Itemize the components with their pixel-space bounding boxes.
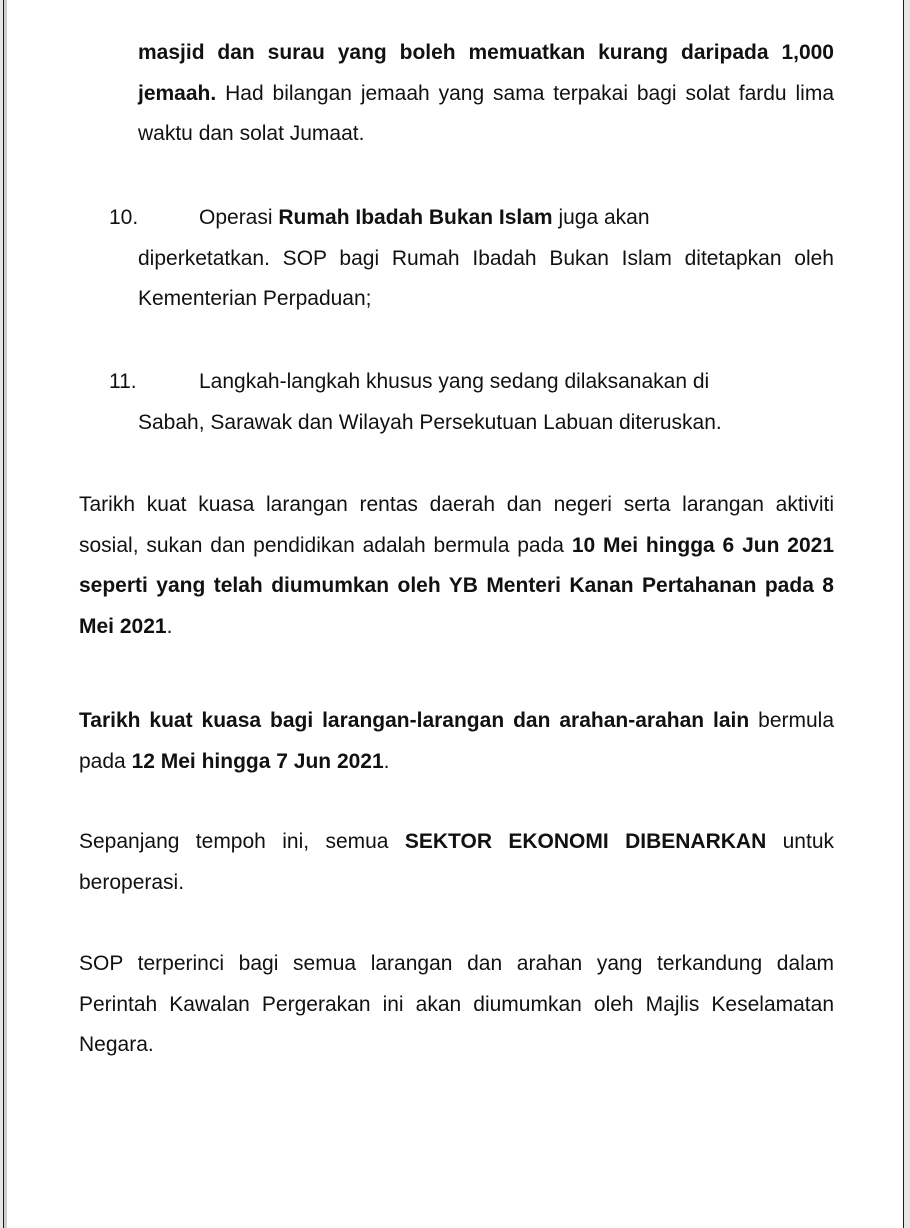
para-1-bold-text: 10 Mei hingga 6 Jun 2021 seperti yang telah diumumkan oleh YB Menteri Kanan Pertahanan pada 8 Mei 2021 — [79, 533, 834, 638]
item-9-bold-text: masjid dan surau yang boleh memuatkan kurang daripada 1,000 jemaah. — [138, 41, 834, 105]
document-page — [3, 0, 904, 1228]
para-3-bold-text: SEKTOR EKONOMI DIBENARKAN — [404, 830, 767, 853]
paragraph-economic-sectors — [79, 822, 834, 903]
item-9-continuation — [138, 33, 834, 155]
para-2-bold-text-2: 12 Mei hingga 7 Jun 2021 — [131, 749, 384, 773]
item-10-continuation: diperketatkan. SOP bagi Rumah Ibadah Bukan Islam ditetapkan oleh Kementerian Perpaduan; — [138, 246, 834, 310]
paragraph-effective-date-travel — [79, 485, 834, 647]
item-10 — [109, 198, 834, 320]
para-3-text-2: untuk beroperasi. — [79, 830, 834, 894]
para-1-text-2: . — [166, 614, 173, 638]
item-10-bold-text: Rumah Ibadah Bukan Islam — [278, 206, 553, 229]
item-10-text-2: juga akan — [552, 206, 650, 229]
item-11-number: 11. — [109, 370, 137, 393]
para-2-text-1: bermula pada — [79, 709, 835, 773]
paragraph-effective-date-other — [79, 701, 834, 782]
para-2-text-2: . — [383, 749, 390, 773]
para-3-text-1: Sepanjang tempoh ini, semua — [79, 830, 405, 853]
item-11-continuation: Sabah, Sarawak dan Wilayah Persekutuan Labuan diteruskan. — [138, 410, 722, 434]
paragraph-sop-announcement — [79, 944, 834, 1066]
para-2-bold-text-1: Tarikh kuat kuasa bagi larangan-larangan dan arahan-arahan lain — [79, 709, 750, 732]
item-10-text-1: Operasi — [199, 206, 279, 229]
item-11-text-1: Langkah-langkah khusus yang sedang dilaksanakan di — [199, 370, 710, 393]
page-left-edge — [4, 0, 7, 1228]
item-10-number: 10. — [109, 206, 139, 229]
item-9-text: Had bilangan jemaah yang sama terpakai bagi solat fardu lima waktu dan solat Jumaat. — [138, 81, 834, 145]
item-11 — [109, 362, 834, 443]
para-1-text-1: Tarikh kuat kuasa larangan rentas daerah dan negeri serta larangan aktiviti sosial, sukan dan pendidikan adalah bermula pada — [79, 493, 834, 557]
para-4-text-1: SOP terperinci bagi semua larangan dan arahan yang terkandung dalam Perintah Kawalan Pergerakan ini akan diumumkan oleh Majlis Keselamatan Negara. — [79, 952, 834, 1056]
